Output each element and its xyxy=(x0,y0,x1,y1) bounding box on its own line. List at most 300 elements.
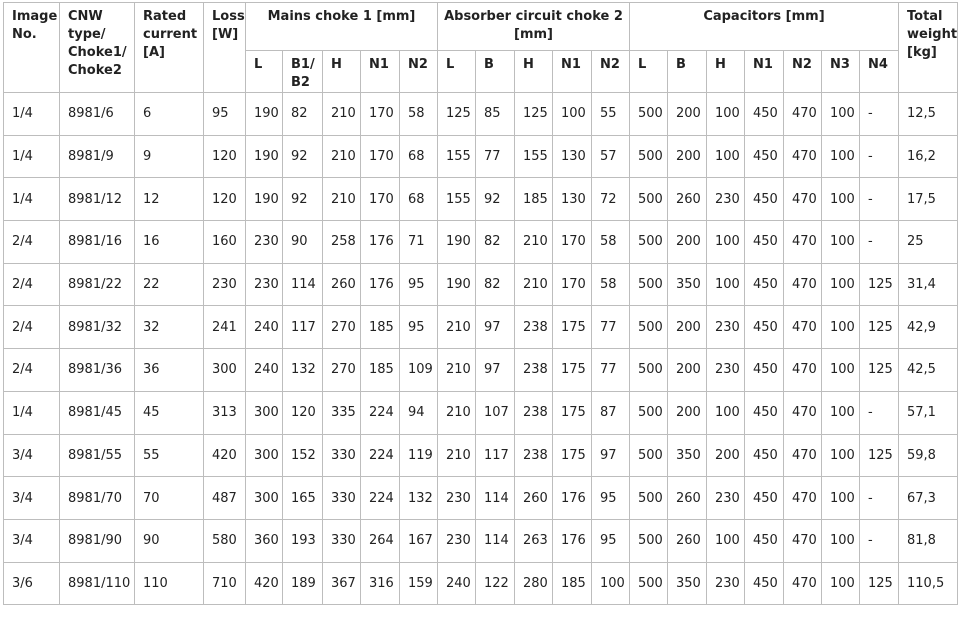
table-cell: 114 xyxy=(283,263,323,306)
table-cell: 210 xyxy=(438,434,476,477)
table-cell: 100 xyxy=(822,391,860,434)
table-row xyxy=(4,477,958,520)
table-cell: 42,9 xyxy=(899,306,958,349)
table-cell: 125 xyxy=(860,263,899,306)
table-cell: 3/4 xyxy=(4,434,60,477)
table-cell: 280 xyxy=(515,562,553,605)
table-cell: 17,5 xyxy=(899,178,958,221)
absorber-sub-header: H xyxy=(515,51,553,93)
table-cell: 58 xyxy=(592,221,630,264)
table-cell: 45 xyxy=(135,391,204,434)
table-cell: 8981/12 xyxy=(60,178,135,221)
table-cell: 114 xyxy=(476,477,515,520)
table-cell: 100 xyxy=(822,519,860,562)
table-cell: 100 xyxy=(822,434,860,477)
table-cell: 335 xyxy=(323,391,361,434)
table-cell: 8981/55 xyxy=(60,434,135,477)
table-cell: 170 xyxy=(553,263,592,306)
table-cell: 100 xyxy=(707,391,745,434)
table-cell: 230 xyxy=(438,477,476,520)
table-cell: 230 xyxy=(707,562,745,605)
table-row xyxy=(4,519,958,562)
header-cnw-type: CNW type/ Choke1/ Choke2 xyxy=(60,3,135,93)
table-cell: 420 xyxy=(246,562,283,605)
table-cell: 230 xyxy=(707,349,745,392)
table-cell: 170 xyxy=(361,178,400,221)
table-cell: 470 xyxy=(784,519,822,562)
table-cell: 450 xyxy=(745,349,784,392)
table-cell: 95 xyxy=(400,306,438,349)
table-cell: 117 xyxy=(476,434,515,477)
header-loss: Loss [W] xyxy=(204,3,246,93)
table-cell: 175 xyxy=(553,434,592,477)
table-cell: 260 xyxy=(323,263,361,306)
table-cell: 92 xyxy=(283,178,323,221)
absorber-sub-header: B xyxy=(476,51,515,93)
table-cell: 16 xyxy=(135,221,204,264)
table-cell: 170 xyxy=(553,221,592,264)
table-cell: 241 xyxy=(204,306,246,349)
table-cell: 350 xyxy=(668,434,707,477)
table-cell: 109 xyxy=(400,349,438,392)
table-cell: 313 xyxy=(204,391,246,434)
table-cell: 450 xyxy=(745,178,784,221)
table-cell: 185 xyxy=(361,306,400,349)
table-cell: 350 xyxy=(668,263,707,306)
table-cell: 258 xyxy=(323,221,361,264)
capacitor-sub-header: N3 xyxy=(822,51,860,93)
absorber-sub-header: N1 xyxy=(553,51,592,93)
table-cell: 12 xyxy=(135,178,204,221)
table-cell: 200 xyxy=(668,306,707,349)
table-cell: 159 xyxy=(400,562,438,605)
table-cell: 330 xyxy=(323,434,361,477)
table-cell: 77 xyxy=(592,349,630,392)
capacitor-sub-header: H xyxy=(707,51,745,93)
table-cell: 87 xyxy=(592,391,630,434)
table-cell: 130 xyxy=(553,178,592,221)
table-cell: 71 xyxy=(400,221,438,264)
table-cell: 230 xyxy=(204,263,246,306)
table-cell: 450 xyxy=(745,562,784,605)
table-cell: 95 xyxy=(592,477,630,520)
table-cell: 100 xyxy=(822,221,860,264)
table-cell: 200 xyxy=(707,434,745,477)
table-cell: 97 xyxy=(476,306,515,349)
table-cell: 107 xyxy=(476,391,515,434)
table-cell: 3/4 xyxy=(4,477,60,520)
table-cell: 330 xyxy=(323,477,361,520)
table-cell: 100 xyxy=(592,562,630,605)
table-cell: 330 xyxy=(323,519,361,562)
table-cell: 132 xyxy=(283,349,323,392)
table-cell: 100 xyxy=(822,562,860,605)
table-cell: 110 xyxy=(135,562,204,605)
table-row xyxy=(4,391,958,434)
table-cell: 97 xyxy=(476,349,515,392)
table-cell: 25 xyxy=(899,221,958,264)
table-cell: 120 xyxy=(283,391,323,434)
table-cell: 125 xyxy=(860,306,899,349)
table-cell: 12,5 xyxy=(899,93,958,136)
table-cell: 175 xyxy=(553,349,592,392)
header-image-no: Image No. xyxy=(4,3,60,93)
table-cell: 190 xyxy=(246,135,283,178)
table-cell: 200 xyxy=(668,93,707,136)
table-cell: 36 xyxy=(135,349,204,392)
table-cell: 120 xyxy=(204,135,246,178)
table-cell: 170 xyxy=(361,135,400,178)
table-cell: 100 xyxy=(707,93,745,136)
table-cell: 450 xyxy=(745,391,784,434)
header-capacitors: Capacitors [mm] xyxy=(630,3,899,51)
table-cell: 316 xyxy=(361,562,400,605)
table-cell: 270 xyxy=(323,349,361,392)
table-cell: 500 xyxy=(630,562,668,605)
table-cell: 170 xyxy=(361,93,400,136)
mains-sub-header: L xyxy=(246,51,283,93)
table-cell: 500 xyxy=(630,477,668,520)
table-row xyxy=(4,306,958,349)
table-cell: 97 xyxy=(592,434,630,477)
table-cell: 67,3 xyxy=(899,477,958,520)
table-cell: 8981/32 xyxy=(60,306,135,349)
table-cell: 500 xyxy=(630,434,668,477)
table-cell: 2/4 xyxy=(4,263,60,306)
table-cell: 1/4 xyxy=(4,391,60,434)
capacitor-sub-header: N1 xyxy=(745,51,784,93)
table-cell: 59,8 xyxy=(899,434,958,477)
mains-sub-header: H xyxy=(323,51,361,93)
table-cell: 119 xyxy=(400,434,438,477)
table-cell: 240 xyxy=(246,349,283,392)
table-cell: 125 xyxy=(860,434,899,477)
table-cell: 68 xyxy=(400,178,438,221)
table-cell: 500 xyxy=(630,135,668,178)
table-cell: 125 xyxy=(515,93,553,136)
table-cell: 470 xyxy=(784,349,822,392)
table-cell: 450 xyxy=(745,135,784,178)
table-cell: - xyxy=(860,221,899,264)
table-cell: 8981/110 xyxy=(60,562,135,605)
capacitor-sub-header: L xyxy=(630,51,668,93)
table-cell: 500 xyxy=(630,519,668,562)
table-cell: 210 xyxy=(438,391,476,434)
table-cell: 230 xyxy=(438,519,476,562)
table-cell: 210 xyxy=(515,263,553,306)
table-cell: 260 xyxy=(668,519,707,562)
table-cell: 500 xyxy=(630,263,668,306)
table-cell: 185 xyxy=(361,349,400,392)
table-cell: 487 xyxy=(204,477,246,520)
table-cell: 58 xyxy=(400,93,438,136)
table-cell: 500 xyxy=(630,178,668,221)
table-cell: 120 xyxy=(204,178,246,221)
table-cell: 8981/45 xyxy=(60,391,135,434)
table-cell: - xyxy=(860,477,899,520)
table-cell: 470 xyxy=(784,93,822,136)
absorber-sub-header: N2 xyxy=(592,51,630,93)
table-body xyxy=(4,93,958,605)
table-cell: 110,5 xyxy=(899,562,958,605)
table-cell: 450 xyxy=(745,477,784,520)
table-cell: 165 xyxy=(283,477,323,520)
table-cell: 470 xyxy=(784,263,822,306)
table-cell: 470 xyxy=(784,178,822,221)
table-cell: 300 xyxy=(246,391,283,434)
table-cell: 500 xyxy=(630,93,668,136)
table-cell: 175 xyxy=(553,391,592,434)
table-cell: 210 xyxy=(323,178,361,221)
table-cell: 230 xyxy=(707,477,745,520)
table-cell: 2/4 xyxy=(4,221,60,264)
header-absorber-choke: Absorber circuit choke 2 [mm] xyxy=(438,3,630,51)
table-cell: 230 xyxy=(246,263,283,306)
table-cell: 420 xyxy=(204,434,246,477)
table-cell: 450 xyxy=(745,434,784,477)
table-cell: 8981/16 xyxy=(60,221,135,264)
table-cell: 55 xyxy=(135,434,204,477)
table-row xyxy=(4,93,958,136)
table-cell: 32 xyxy=(135,306,204,349)
table-cell: 176 xyxy=(553,477,592,520)
table-cell: - xyxy=(860,519,899,562)
table-cell: 125 xyxy=(860,349,899,392)
table-cell: 100 xyxy=(822,477,860,520)
capacitor-sub-header: N4 xyxy=(860,51,899,93)
table-cell: 81,8 xyxy=(899,519,958,562)
table-cell: 94 xyxy=(400,391,438,434)
table-cell: 470 xyxy=(784,391,822,434)
table-cell: 450 xyxy=(745,519,784,562)
table-cell: 77 xyxy=(476,135,515,178)
table-cell: 260 xyxy=(515,477,553,520)
table-cell: 130 xyxy=(553,135,592,178)
table-cell: 100 xyxy=(822,306,860,349)
table-cell: 580 xyxy=(204,519,246,562)
table-cell: 8981/9 xyxy=(60,135,135,178)
table-cell: 8981/36 xyxy=(60,349,135,392)
absorber-sub-header: L xyxy=(438,51,476,93)
table-cell: 500 xyxy=(630,391,668,434)
table-cell: 125 xyxy=(438,93,476,136)
capacitor-sub-header: B xyxy=(668,51,707,93)
table-cell: 260 xyxy=(668,477,707,520)
table-cell: 3/6 xyxy=(4,562,60,605)
table-cell: 42,5 xyxy=(899,349,958,392)
table-cell: 238 xyxy=(515,349,553,392)
table-row xyxy=(4,434,958,477)
table-cell: 100 xyxy=(822,349,860,392)
table-cell: 8981/6 xyxy=(60,93,135,136)
table-cell: 189 xyxy=(283,562,323,605)
mains-sub-header: B1/ B2 xyxy=(283,51,323,93)
table-cell: 92 xyxy=(476,178,515,221)
table-cell: 238 xyxy=(515,306,553,349)
table-cell: 270 xyxy=(323,306,361,349)
table-cell: 155 xyxy=(438,178,476,221)
table-cell: 230 xyxy=(707,178,745,221)
table-cell: 470 xyxy=(784,477,822,520)
table-cell: 95 xyxy=(204,93,246,136)
table-cell: 70 xyxy=(135,477,204,520)
table-cell: 68 xyxy=(400,135,438,178)
table-cell: 95 xyxy=(400,263,438,306)
table-cell: - xyxy=(860,178,899,221)
table-cell: 175 xyxy=(553,306,592,349)
table-cell: 167 xyxy=(400,519,438,562)
table-cell: 85 xyxy=(476,93,515,136)
mains-sub-header: N1 xyxy=(361,51,400,93)
table-cell: 230 xyxy=(707,306,745,349)
header-total-weight: Total weight [kg] xyxy=(899,3,958,93)
table-row xyxy=(4,263,958,306)
table-cell: 57,1 xyxy=(899,391,958,434)
table-cell: 210 xyxy=(438,306,476,349)
table-cell: 185 xyxy=(553,562,592,605)
table-cell: 200 xyxy=(668,391,707,434)
table-cell: 240 xyxy=(438,562,476,605)
table-row xyxy=(4,221,958,264)
table-cell: 224 xyxy=(361,477,400,520)
table-cell: 100 xyxy=(707,221,745,264)
table-cell: 132 xyxy=(400,477,438,520)
table-cell: 117 xyxy=(283,306,323,349)
table-cell: 55 xyxy=(592,93,630,136)
header-row-main xyxy=(4,3,958,51)
table-cell: 190 xyxy=(438,221,476,264)
table-cell: 450 xyxy=(745,263,784,306)
choke-dimensions-table xyxy=(3,2,958,605)
table-cell: 470 xyxy=(784,562,822,605)
table-cell: 260 xyxy=(668,178,707,221)
table-cell: 100 xyxy=(553,93,592,136)
table-cell: 200 xyxy=(668,349,707,392)
table-cell: 450 xyxy=(745,93,784,136)
table-cell: 92 xyxy=(283,135,323,178)
table-cell: 470 xyxy=(784,135,822,178)
table-cell: 58 xyxy=(592,263,630,306)
table-cell: 224 xyxy=(361,434,400,477)
table-cell: 100 xyxy=(822,93,860,136)
header-rated-current: Rated current [A] xyxy=(135,3,204,93)
table-cell: 100 xyxy=(822,178,860,221)
table-cell: 1/4 xyxy=(4,178,60,221)
table-cell: 160 xyxy=(204,221,246,264)
table-row xyxy=(4,178,958,221)
table-cell: 224 xyxy=(361,391,400,434)
table-cell: 100 xyxy=(822,135,860,178)
table-cell: 100 xyxy=(707,263,745,306)
table-cell: 100 xyxy=(707,519,745,562)
table-cell: 82 xyxy=(476,263,515,306)
table-cell: 470 xyxy=(784,221,822,264)
table-cell: 100 xyxy=(707,135,745,178)
table-cell: 1/4 xyxy=(4,135,60,178)
table-cell: 114 xyxy=(476,519,515,562)
table-cell: 190 xyxy=(246,93,283,136)
table-cell: 500 xyxy=(630,306,668,349)
table-cell: 2/4 xyxy=(4,306,60,349)
table-cell: 8981/22 xyxy=(60,263,135,306)
table-cell: 230 xyxy=(246,221,283,264)
table-cell: 360 xyxy=(246,519,283,562)
table-cell: 367 xyxy=(323,562,361,605)
table-cell: 240 xyxy=(246,306,283,349)
table-cell: 450 xyxy=(745,306,784,349)
table-cell: 300 xyxy=(246,477,283,520)
table-cell: 710 xyxy=(204,562,246,605)
table-cell: 6 xyxy=(135,93,204,136)
table-cell: 200 xyxy=(668,135,707,178)
table-cell: 1/4 xyxy=(4,93,60,136)
table-cell: 122 xyxy=(476,562,515,605)
table-cell: 31,4 xyxy=(899,263,958,306)
table-cell: 300 xyxy=(204,349,246,392)
table-cell: 82 xyxy=(476,221,515,264)
table-cell: 200 xyxy=(668,221,707,264)
table-cell: 210 xyxy=(323,135,361,178)
table-cell: - xyxy=(860,135,899,178)
table-cell: 100 xyxy=(822,263,860,306)
table-cell: 470 xyxy=(784,434,822,477)
table-cell: 57 xyxy=(592,135,630,178)
table-cell: 95 xyxy=(592,519,630,562)
table-cell: 176 xyxy=(361,263,400,306)
table-cell: 90 xyxy=(283,221,323,264)
table-cell: 500 xyxy=(630,349,668,392)
table-cell: 263 xyxy=(515,519,553,562)
table-cell: 210 xyxy=(438,349,476,392)
table-cell: 3/4 xyxy=(4,519,60,562)
table-cell: 2/4 xyxy=(4,349,60,392)
table-cell: 176 xyxy=(361,221,400,264)
table-cell: 350 xyxy=(668,562,707,605)
table-cell: 155 xyxy=(515,135,553,178)
table-cell: 190 xyxy=(246,178,283,221)
table-cell: 72 xyxy=(592,178,630,221)
table-cell: 90 xyxy=(135,519,204,562)
table-cell: 470 xyxy=(784,306,822,349)
table-cell: 185 xyxy=(515,178,553,221)
table-row xyxy=(4,135,958,178)
table-cell: - xyxy=(860,93,899,136)
capacitor-sub-header: N2 xyxy=(784,51,822,93)
table-cell: 152 xyxy=(283,434,323,477)
table-cell: 210 xyxy=(515,221,553,264)
table-cell: 300 xyxy=(246,434,283,477)
table-row xyxy=(4,349,958,392)
table-cell: 155 xyxy=(438,135,476,178)
table-cell: 125 xyxy=(860,562,899,605)
table-cell: 190 xyxy=(438,263,476,306)
table-cell: 193 xyxy=(283,519,323,562)
table-row xyxy=(4,562,958,605)
table-cell: 8981/70 xyxy=(60,477,135,520)
table-cell: 264 xyxy=(361,519,400,562)
header-mains-choke: Mains choke 1 [mm] xyxy=(246,3,438,51)
table-cell: 450 xyxy=(745,221,784,264)
table-cell: 500 xyxy=(630,221,668,264)
table-cell: 8981/90 xyxy=(60,519,135,562)
table-cell: 176 xyxy=(553,519,592,562)
table-cell: 77 xyxy=(592,306,630,349)
table-cell: - xyxy=(860,391,899,434)
table-cell: 238 xyxy=(515,434,553,477)
table-cell: 9 xyxy=(135,135,204,178)
table-cell: 16,2 xyxy=(899,135,958,178)
table-cell: 22 xyxy=(135,263,204,306)
